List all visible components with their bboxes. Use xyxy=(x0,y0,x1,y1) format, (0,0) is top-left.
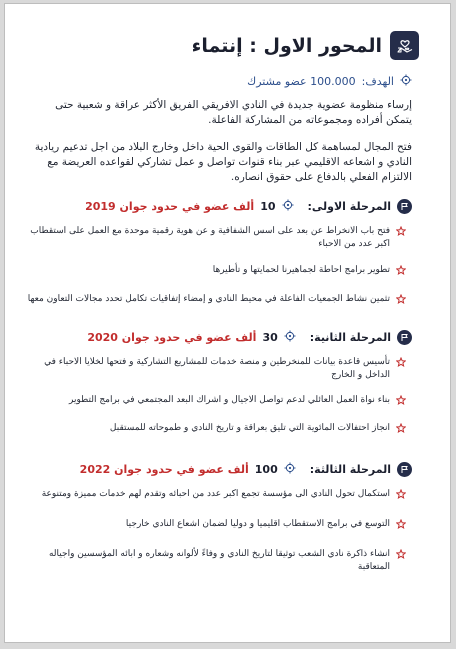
target-icon xyxy=(282,199,294,214)
phase-1-name: المرحلة الاولى: xyxy=(307,199,391,213)
list-item-text: التوسع في برامج الاستقطاب اقليميا و دوليا لضمان اشعاع النادي خارجيا xyxy=(125,519,390,529)
phase-3-list xyxy=(27,488,412,574)
target-icon xyxy=(400,74,412,89)
list-item-text: انشاء ذاكرة نادي الشعب توثيقا لتاريخ النادي و وفاءً لألوانه وشعاره و ابائه المؤسسين واجياله المتعاقبة xyxy=(48,549,390,572)
list-item-text: استكمال تحول النادي الى مؤسسة تجمع اكبر عدد من احبائه وتقدم لهم خدمات مميزة ومتنوعة xyxy=(41,489,390,499)
list-item-text: بناء نواة العمل العائلي لدعم تواصل الاجيال و اشراك البعد المجتمعي في برامج التطوير xyxy=(69,395,390,405)
list-item xyxy=(27,264,406,280)
intro-paragraph-1: إرساء منظومة عضوية جديدة في النادي الافريقي الفريق الأكثر عراقة و شعبية حتى يتمكن أفراده ومجموعاته من المشاركة الفاعلة. xyxy=(55,99,412,126)
phase-3-target-number: 100 xyxy=(254,462,278,476)
list-item xyxy=(27,394,406,410)
target-icon xyxy=(284,462,296,477)
star-icon xyxy=(396,395,406,410)
document-page xyxy=(4,3,451,643)
list-item-text: انجاز احتفالات المائوية التي تليق بعراقة و تاريخ النادي و طموحاته للمستقبل xyxy=(109,423,390,433)
phase-1-target-text: ألف عضو في حدود جوان 2019 xyxy=(85,199,255,213)
phase-3-target-text: ألف عضو في حدود جوان 2022 xyxy=(79,462,249,476)
target-icon xyxy=(284,330,296,345)
section-header xyxy=(192,31,419,60)
list-item xyxy=(27,488,406,504)
intro-paragraph-2: فتح المجال لمساهمة كل الطاقات والقوى الحية داخل وخارج البلاد من اجل تدعيم ريادية النادي و اشعاعه الاقليمي عبر بناء قنوات تواصل و عمل تشاركي لقواعده العريضة مع الالتزام الفعلي بالدفاع على حقوق انصاره. xyxy=(34,141,412,183)
goal-line xyxy=(247,74,412,89)
list-item-text: فتح باب الانخراط عن بعد على اسس الشفافية و عن هوية رقمية موحدة مع العمل على استقطاب اكبر عدد من الاحباء xyxy=(30,226,390,249)
page-title: المحور الاول : إنتماء xyxy=(191,34,382,57)
phase-3 xyxy=(27,460,412,574)
star-icon xyxy=(396,294,406,309)
star-icon xyxy=(396,226,406,241)
list-item xyxy=(27,518,406,534)
list-item xyxy=(27,548,406,574)
list-item xyxy=(27,293,406,309)
star-icon xyxy=(396,265,406,280)
phase-3-name: المرحلة الثالثة: xyxy=(309,462,391,476)
star-icon xyxy=(396,489,406,504)
list-item xyxy=(27,422,406,438)
phase-3-header xyxy=(27,460,412,478)
list-item xyxy=(27,225,406,251)
goal-value: 100.000 عضو مشترك xyxy=(247,75,356,88)
phase-1-list xyxy=(27,225,412,309)
phase-2 xyxy=(27,328,412,438)
phase-2-name: المرحلة الثانية: xyxy=(309,330,391,344)
goal-label: الهدف: xyxy=(361,75,394,88)
flag-icon xyxy=(397,330,412,345)
phase-1-target-number: 10 xyxy=(260,199,276,213)
phase-1 xyxy=(27,197,412,309)
list-item-text: تثمين نشاط الجمعيات الفاعلة في محيط النادي و إمضاء إتفاقيات تكامل تحدد مجالات التعاون معها xyxy=(27,294,390,304)
phase-2-target-number: 30 xyxy=(262,330,278,344)
list-item-text: تأسيس قاعدة بيانات للمنخرطين و منصة خدمات للمشاريع التشاركية و فتحها لخلايا الاحباء في الداخل و الخارج xyxy=(44,357,390,380)
star-icon xyxy=(396,357,406,372)
star-icon xyxy=(396,423,406,438)
phase-2-list xyxy=(27,356,412,438)
flag-icon xyxy=(397,199,412,214)
star-icon xyxy=(396,519,406,534)
star-icon xyxy=(396,549,406,564)
phase-1-header xyxy=(27,197,412,215)
flag-icon xyxy=(397,462,412,477)
heart-hand-icon xyxy=(390,31,419,60)
list-item xyxy=(27,356,406,382)
phase-2-target-text: ألف عضو في حدود جوان 2020 xyxy=(87,330,257,344)
phase-2-header xyxy=(27,328,412,346)
list-item-text: تطوير برامج احاطة لجماهيرنا لحمايتها و تأطيرها xyxy=(212,265,390,275)
